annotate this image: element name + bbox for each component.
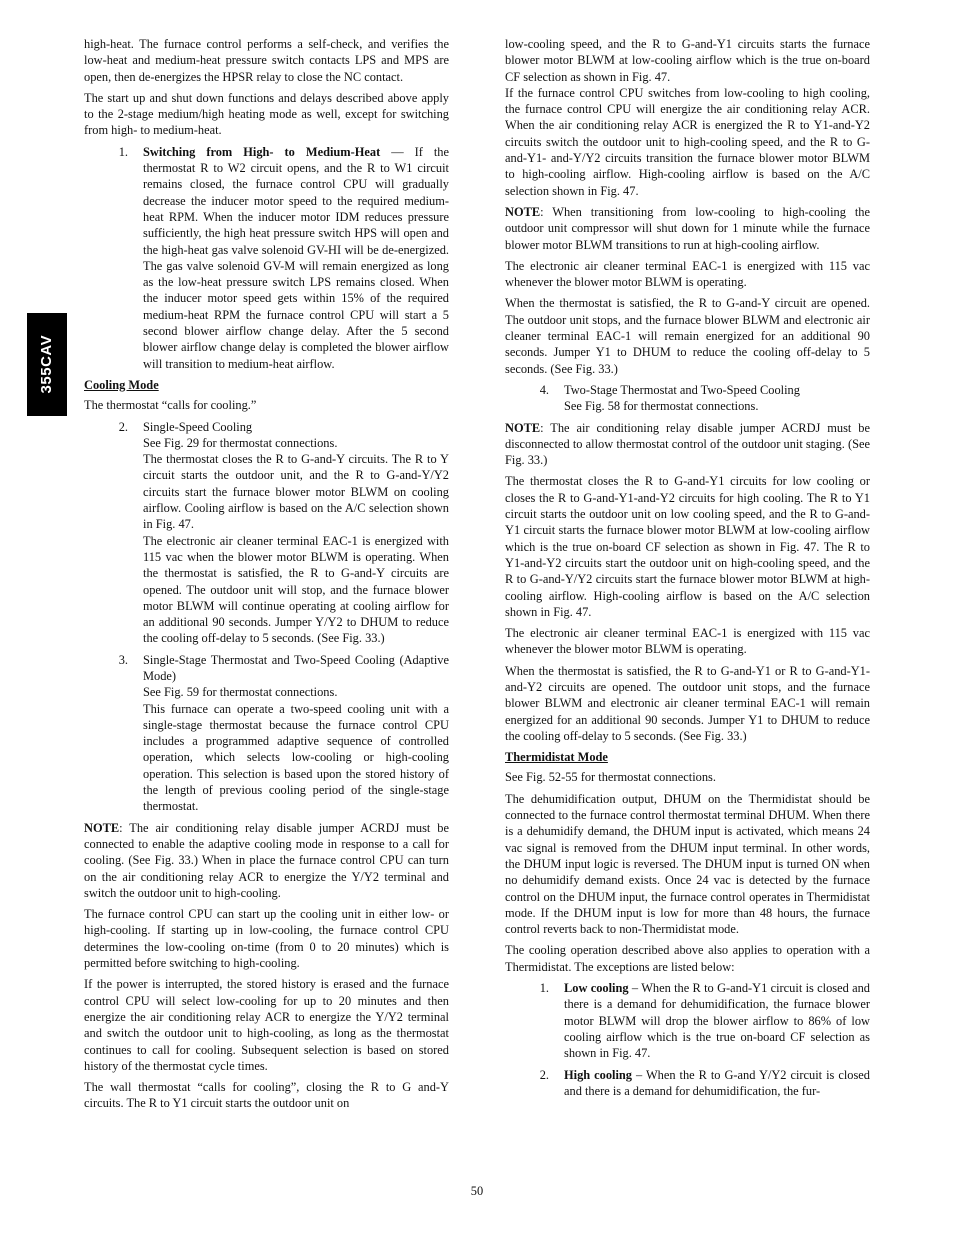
list-number: 2. — [118, 419, 128, 434]
paragraph: The furnace control CPU can start up the cooling unit in either low- or high-cooling. If starting up in low-cooling, the furnace control CPU determines the low-cooling on-time (from 0 to 20 minutes) which is permitted before switching to high-cooling. — [84, 907, 449, 971]
paragraph: See Fig. 52-55 for thermostat connections. — [505, 770, 716, 785]
list-body — [564, 1067, 870, 1100]
list-title: Single-Stage Thermostat and Two-Speed Cooling (Adaptive Mode) — [143, 652, 449, 683]
paragraph: high-heat. The furnace control performs a self-check, and verifies the low-heat and medium-heat pressure switch contacts LPS and MPS are open, then de-energizes the HPSR relay to close the NC contact. — [84, 37, 449, 84]
list-item — [84, 652, 449, 815]
list-see: See Fig. 58 for thermostat connections. — [564, 399, 759, 414]
list-item — [84, 144, 449, 372]
list-text: The electronic air cleaner terminal EAC-1 is energized with 115 vac when the blower motor BLWM is operating. When the thermostat is satisfied, the R to G-and-Y circuits are opened. The outdoor unit will stop, and the furnace blower motor BLWM will continue operating at cooling airflow for an additional 90 seconds. Jumper Y/Y2 to DHUM to reduce the cooling off-delay to 5 seconds. (See Fig. 33.) — [143, 533, 449, 646]
page-number: 50 — [470, 1184, 484, 1198]
paragraph: The wall thermostat “calls for cooling”, closing the R to G and-Y circuits. The R to Y1 circuit starts the outdoor unit on — [84, 1080, 449, 1111]
list-text: The thermostat closes the R to G-and-Y circuits. The R to Y circuit starts the outdoor unit, and the R to G-and-Y/Y2 circuits start the furnace blower motor BLWM on cooling airflow. Cooling airflow is based on the A/C selection shown in Fig. 47. — [143, 452, 449, 532]
paragraph: When the thermostat is satisfied, the R to G-and-Y1 or R to G-and-Y1-and-Y2 circuits are opened. The outdoor unit stops, and the furnace blower BLWM and electronic air cleaner terminal EAC-1 will remain energized for an additional 90 seconds. Jumper Y1 to DHUM to reduce the cooling off-delay to 5 seconds. (See Fig. 33.) — [505, 663, 870, 743]
list-lead: High cooling — [564, 1067, 633, 1082]
list-body — [564, 382, 870, 415]
note — [505, 204, 870, 253]
paragraph: The electronic air cleaner terminal EAC-1 is energized with 115 vac whenever the blower motor BLWM is operating. — [505, 258, 870, 290]
section-heading-cooling: Cooling Mode — [84, 377, 159, 392]
note-label: NOTE — [505, 420, 541, 435]
paragraph: The thermostat closes the R to G-and-Y1 circuits for low cooling or closes the R to G-and-Y1-and-Y2 circuits for high cooling. The R to Y1 circuit starts the outdoor unit on low cooling speed, and the R to G-and-Y1 circuit starts the furnace blower motor BLWM at low-cooling airflow which is the true on-board CF selection as shown in Fig. 47. The R to Y1-and-Y2 circuits start the outdoor unit on high-cooling speed, and the R to G-and-Y/Y2 circuits start the furnace blower motor BLWM at high-cooling airflow. High-cooling airflow is based on the A/C selection shown in Fig. 47. — [505, 474, 870, 619]
paragraph: low-cooling speed, and the R to G-and-Y1 circuits starts the furnace blower motor BLWM at low-cooling airflow which is the true on-board CF selection as shown in Fig. 47. — [505, 37, 870, 84]
list-text: – When the R to G-and-Y1 circuit is closed and there is a demand for dehumidification, the furnace blower motor BLWM will drop the blower airflow to 86% of low cooling airflow which is the true on-board CF selection as shown in Fig. 47. — [564, 981, 871, 1061]
paragraph: The cooling operation described above also applies to operation with a Thermidistat. The exceptions are listed below: — [505, 943, 870, 974]
list-item — [505, 1067, 870, 1100]
list-number: 1. — [118, 144, 128, 159]
note — [84, 820, 449, 901]
list-number: 2. — [539, 1067, 549, 1082]
paragraph: The dehumidification output, DHUM on the Thermidistat should be connected to the furnace control thermostat terminal DHUM. When there is a dehumidify demand, the DHUM input is activated, which means 24 vac signal is removed from the DHUM input terminal. In other words, the DHUM input logic is reversed. The DHUM input is turned ON when no dehumidify demand exists. Once 24 vac is detected by the furnace control on the DHUM input, the furnace control operates in Thermidistat mode. If the DHUM input is low for more than 48 hours, the furnace control reverts back to non-Thermidistat mode. — [505, 791, 870, 937]
list-lead: Switching from High- to Medium-Heat — [143, 144, 381, 159]
note-text: : The air conditioning relay disable jumper ACRDJ must be disconnected to allow thermostat control of the outdoor unit staging. (See Fig. 33.) — [505, 420, 870, 468]
list-body — [143, 652, 449, 815]
list-number: 4. — [539, 382, 549, 397]
list-item — [84, 419, 449, 647]
list-body — [143, 144, 449, 372]
right-column — [505, 36, 870, 1104]
list-title: Two-Stage Thermostat and Two-Speed Cooling — [564, 382, 800, 397]
paragraph: The electronic air cleaner terminal EAC-1 is energized with 115 vac whenever the blower motor BLWM is operating. — [505, 626, 870, 657]
list-body — [143, 419, 449, 647]
paragraph: If the furnace control CPU switches from low-cooling to high cooling, the furnace control CPU will energize the air conditioning relay ACR. When the air conditioning relay ACR is energized the R to Y1-and-Y2 circuits switch the outdoor unit to high-cooling speed, and the R to G-and-Y1- and-Y/Y2 circuits transition the furnace blower motor BLWM to high-cooling airflow. High-cooling airflow is based on the A/C selection shown in Fig. 47. — [505, 85, 870, 198]
note-text: : When transitioning from low-cooling to high-cooling the outdoor unit compressor will shut down for 1 minute while the furnace blower motor BLWM transitions to run at high-cooling airflow. — [505, 204, 870, 252]
list-text: This furnace can operate a two-speed cooling unit with a single-stage thermostat because the furnace control CPU includes a programmed adaptive sequence of controlled operation, which selects low-cooling or high-cooling operation. This selection is based upon the stored history of the length of previous cooling period of the single-stage thermostat. — [143, 701, 449, 814]
list-text: — If the thermostat R to W2 circuit opens, and the R to W1 circuit remains closed, the furnace control CPU will gradually decrease the inducer motor speed to the required medium-heat RPM. When the inducer motor IDM reduces pressure sufficiently, the high heat pressure switch HPS will open and the high-heat gas valve solenoid GV-HI will be de-energized. The gas valve solenoid GV-M will remain energized as long as the low-heat pressure switch LPS remains closed. When the inducer motor speed gets within 15% of the required medium-heat RPM the furnace control CPU will start a 5 second blower airflow change delay. After the 5 second blower airflow change delay is completed the blower airflow will transition to medium-heat airflow. — [143, 144, 449, 371]
note — [505, 420, 870, 469]
list-item — [505, 980, 870, 1061]
list-lead: Low cooling — [564, 981, 629, 996]
list-see: See Fig. 29 for thermostat connections. — [143, 435, 338, 450]
list-number: 1. — [539, 981, 549, 996]
paragraph: If the power is interrupted, the stored history is erased and the furnace control CPU will select low-cooling for up to 20 minutes and then energize the air conditioning relay ACR to energize the Y/Y2 terminal and switch the outdoor unit to high-cooling, as long as the thermostat continues to call for cooling. Subsequent selection is based on stored history of the thermostat cycle times. — [84, 977, 449, 1073]
left-column — [84, 36, 449, 1117]
side-tab — [27, 313, 67, 416]
paragraph: The start up and shut down functions and delays described above apply to the 2-stage medium/high heating mode as well, except for switching from high- to medium-heat. — [84, 90, 449, 138]
side-tab-label: 355CAV — [37, 335, 55, 394]
section-heading-thermidistat: Thermidistat Mode — [505, 750, 608, 765]
list-item — [505, 382, 870, 415]
list-title: Single-Speed Cooling — [143, 419, 253, 434]
note-text: : The air conditioning relay disable jumper ACRDJ must be connected to enable the adaptive cooling mode in response to a call for cooling. (See Fig. 33.) When in place the furnace control CPU can turn on the air conditioning relay ACR to energize the Y/Y2 terminal and switch the outdoor unit to high-cooling. — [84, 820, 449, 900]
list-see: See Fig. 59 for thermostat connections. — [143, 685, 338, 700]
list-number: 3. — [118, 652, 128, 667]
note-label: NOTE — [505, 204, 541, 219]
paragraph: When the thermostat is satisfied, the R to G-and-Y circuit are opened. The outdoor unit stops, and the furnace blower BLWM and electronic air cleaner terminal EAC-1 will remain energized for an additional 90 seconds. Jumper Y1 to DHUM to reduce the cooling off-delay to 5 seconds. (See Fig. 33.) — [505, 296, 870, 376]
list-body — [564, 980, 870, 1061]
list-text: – When the R to G-and Y/Y2 circuit is closed and there is a demand for dehumidification, the fur- — [564, 1067, 870, 1098]
paragraph: The thermostat “calls for cooling.” — [84, 398, 257, 413]
note-label: NOTE — [84, 820, 120, 835]
